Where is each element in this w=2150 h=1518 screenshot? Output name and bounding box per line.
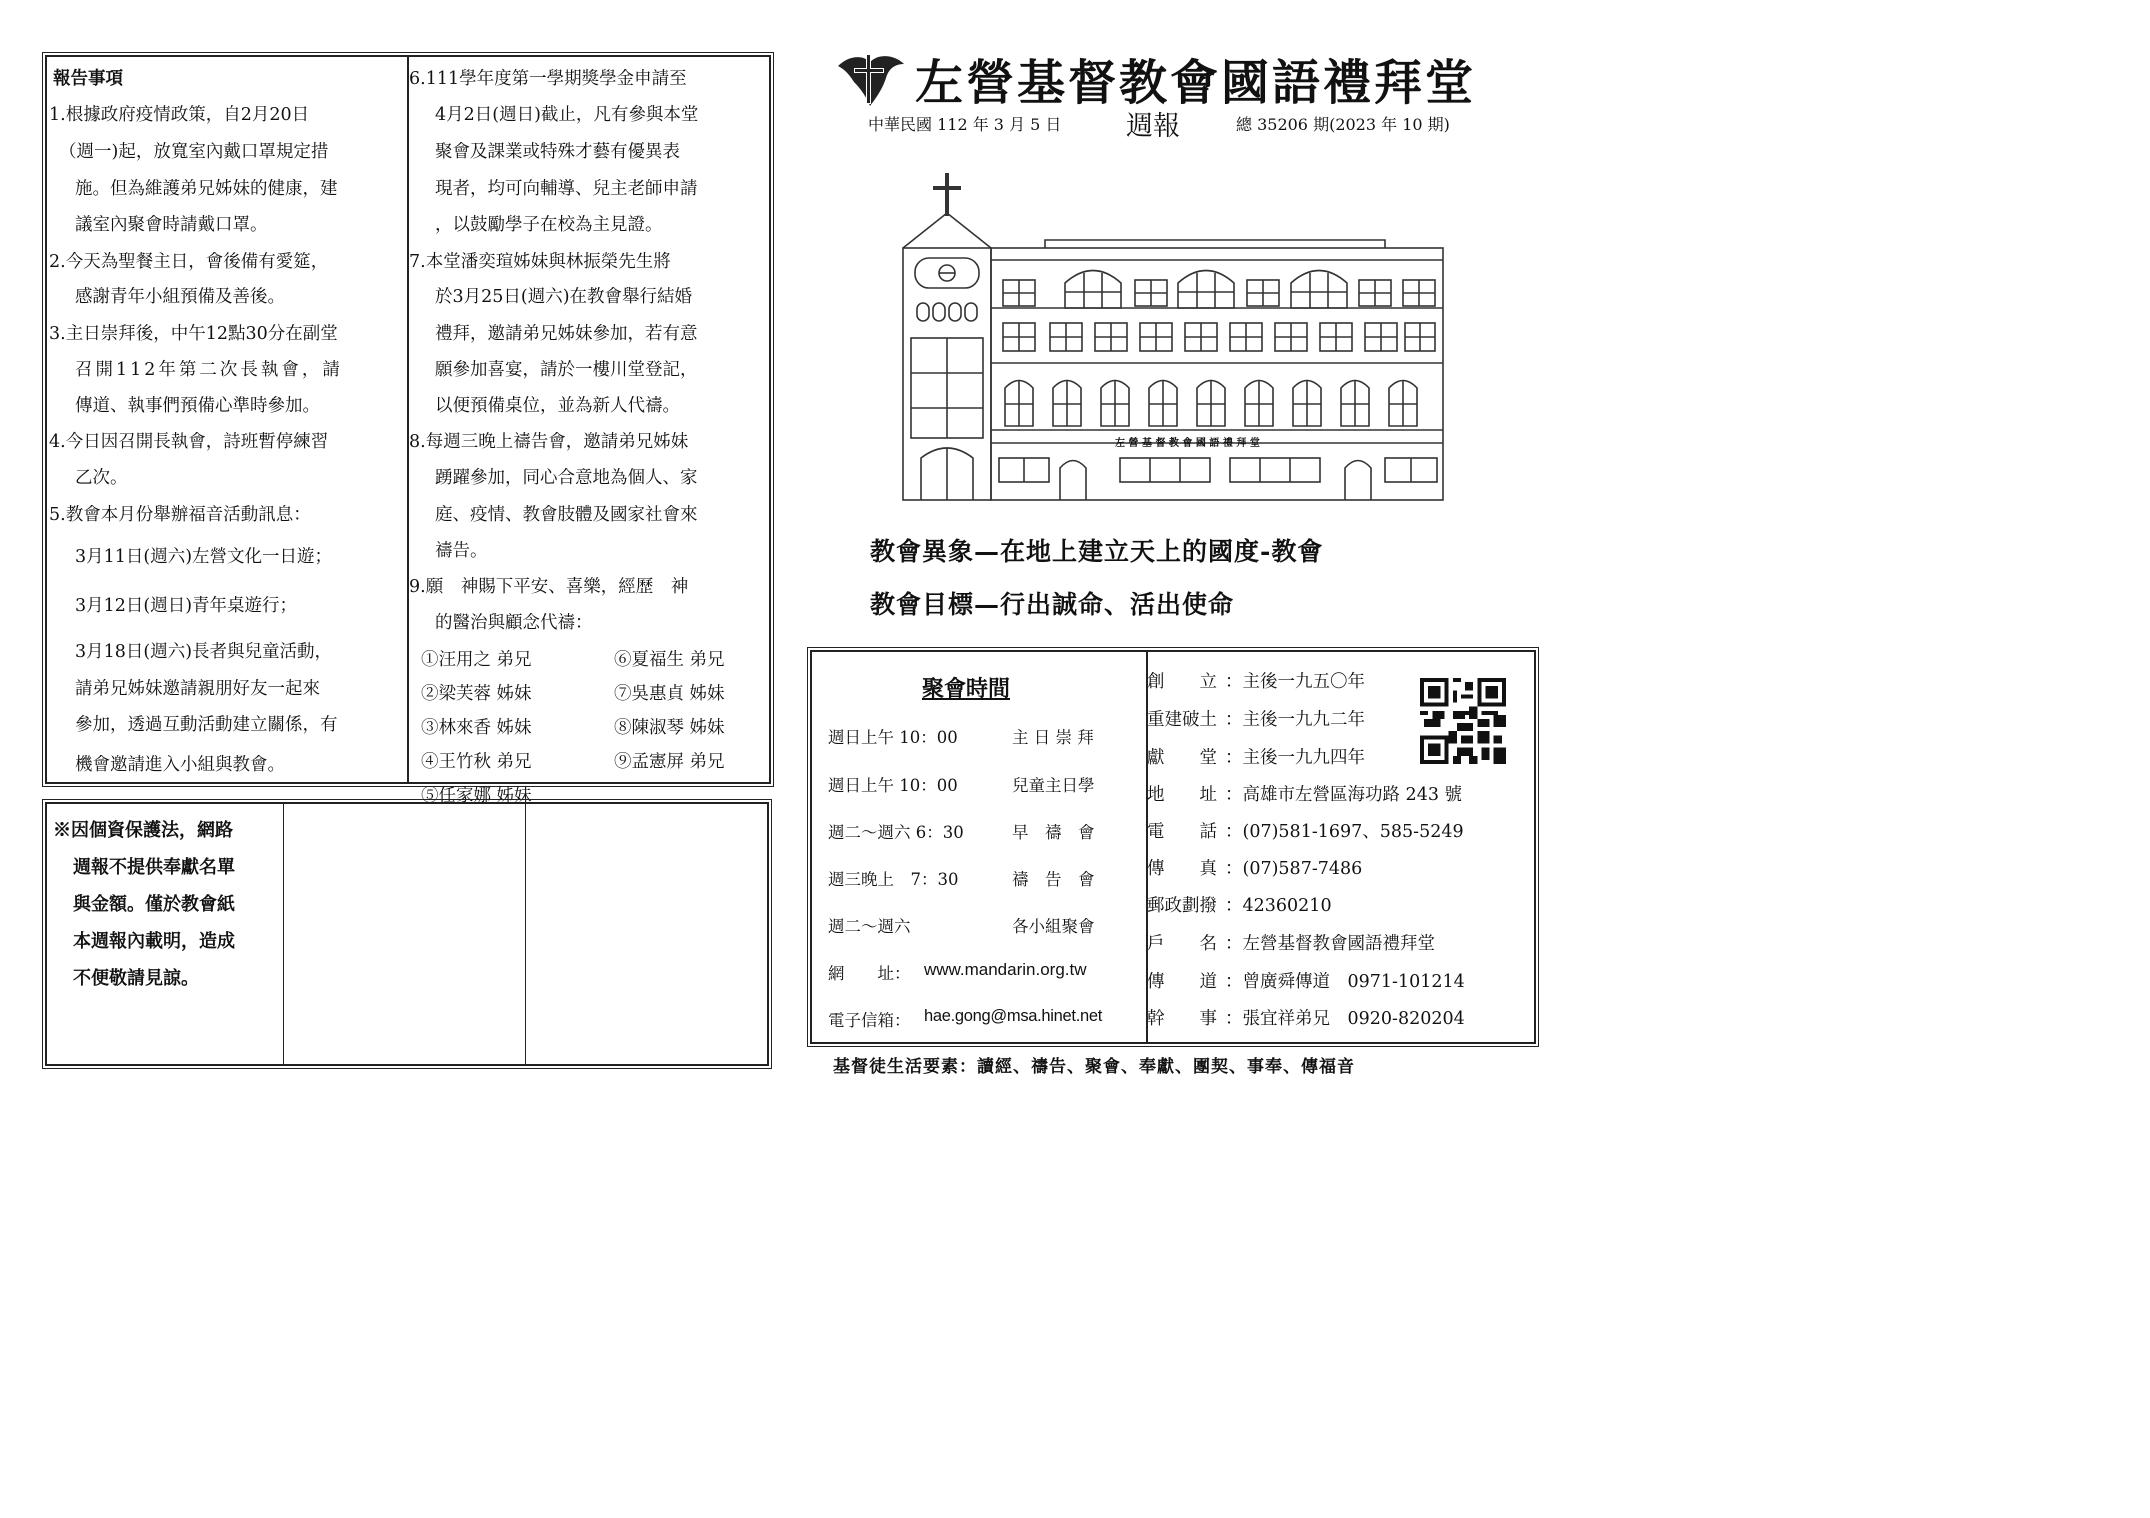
meeting-time: 週日上午 10：00	[828, 728, 958, 747]
meeting-name: 禱 告 會	[1012, 870, 1095, 889]
prayer-name: ⑦吳惠貞 姊妹	[614, 684, 725, 704]
email-label: 電子信箱：	[828, 1011, 911, 1030]
table-divider	[283, 804, 284, 1064]
prayer-name: ⑨孟憲屏 弟兄	[614, 752, 725, 772]
church-building-illustration	[895, 168, 1457, 503]
info-label: 傳 真	[1147, 859, 1217, 879]
announcements-right-column	[409, 57, 769, 806]
meeting-name: 各小組聚會	[1012, 917, 1095, 936]
announcement-line: 召開112年第二次長執會，請	[75, 360, 343, 380]
announcement-line: 8.每週三晚上禱告會，邀請弟兄姊妹	[409, 432, 689, 452]
info-label: 重建破土	[1147, 710, 1217, 730]
announcement-line: 傳道、執事們預備心準時參加。	[75, 396, 320, 416]
website-link[interactable]: www.mandarin.org.tw	[924, 960, 1087, 979]
church-title: 左營基督教會國語禮拜堂	[915, 55, 1477, 111]
info-label: 創 立	[1147, 672, 1217, 692]
announcement-line: 現者，均可向輔導、兒主老師申請	[435, 179, 698, 199]
privacy-notice	[53, 812, 281, 997]
bulletin-label: 週報	[1126, 111, 1180, 142]
meeting-name: 兒童主日學	[1012, 776, 1095, 795]
announcement-line: 感謝青年小組預備及善後。	[75, 287, 285, 307]
table-divider	[525, 804, 526, 1064]
announcement-line: 聚會及課業或特殊才藝有優異表	[435, 142, 680, 162]
meeting-time: 週日上午 10：00	[828, 776, 958, 795]
announcement-line: 9.願 神賜下平安、喜樂，經歷 神	[409, 577, 689, 597]
announcement-line: 願參加喜宴，請於一樓川堂登記，	[435, 360, 698, 380]
info-value: ：(07)587-7486	[1225, 859, 1363, 879]
privacy-line: 週報不提供奉獻名單	[73, 857, 235, 878]
announcement-line: 6.111學年度第一學期獎學金申請至	[409, 69, 687, 89]
bulletin-date: 中華民國 112 年 3 月 5 日	[868, 115, 1062, 134]
website-label: 網 址：	[828, 964, 911, 983]
info-label: 傳 道	[1147, 972, 1217, 992]
prayer-name: ①汪用之 弟兄	[421, 650, 532, 670]
info-value: ：(07)581-1697、585-5249	[1225, 822, 1464, 842]
motto-rule	[810, 1042, 1534, 1044]
info-label: 獻 堂	[1147, 748, 1217, 768]
privacy-line: 本週報內載明，造成	[73, 931, 235, 952]
christian-life-motto: 基督徒生活要素：讀經、禱告、聚會、奉獻、團契、事奉、傳福音	[833, 1057, 1355, 1077]
announcement-line: 參加，透過互動活動建立關係，有	[75, 715, 338, 735]
announcement-line: 禮拜，邀請弟兄姊妹參加，若有意	[435, 324, 698, 344]
announcement-line: 於3月25日(週六)在教會舉行結婚	[435, 287, 693, 307]
prayer-name: ⑧陳淑琴 姊妹	[614, 718, 725, 738]
announcement-line: 踴躍參加，同心合意地為個人、家	[435, 468, 698, 488]
info-label: 郵政劃撥	[1147, 896, 1217, 916]
info-value: ：曾廣舜傳道 0971-101214	[1225, 972, 1465, 992]
meeting-name: 早 禱 會	[1012, 823, 1095, 842]
church-vision: 教會異象—在地上建立天上的國度-教會	[870, 537, 1324, 566]
info-value: ：主後一九五〇年	[1225, 672, 1365, 692]
announcements-box	[45, 55, 771, 806]
announcement-line: 2.今天為聖餐主日，會後備有愛筵，	[49, 252, 329, 272]
prayer-name: ③林來香 姊妹	[421, 718, 532, 738]
privacy-line: 與金額。僅於教會紙	[73, 894, 235, 915]
qr-code[interactable]	[1420, 678, 1506, 764]
church-info-box	[810, 650, 1536, 1044]
announcement-line: 1.根據政府疫情政策，自2月20日	[49, 105, 310, 125]
announcement-line: 施。但為維護弟兄姊妹的健康，建	[75, 179, 338, 199]
email-link[interactable]: hae.gong@msa.hinet.net	[924, 1007, 1103, 1025]
building-sign: 左 營 基 督 教 會 國 語 禮 拜 堂	[1115, 438, 1260, 449]
meeting-times	[812, 652, 1148, 1042]
announcement-line: 3月18日(週六)長者與兒童活動，	[75, 642, 333, 662]
bulletin-issue: 總 35206 期(2023 年 10 期)	[1236, 115, 1450, 134]
announcement-line: 3月11日(週六)左營文化一日遊；	[75, 547, 333, 567]
prayer-name: ④王竹秋 弟兄	[421, 752, 532, 772]
announcement-line: 4月2日(週日)截止，凡有參與本堂	[435, 105, 699, 125]
announcement-line: ，以鼓勵學子在校為主見證。	[435, 215, 663, 235]
prayer-name: ⑤任家娜 姊妹	[421, 786, 532, 806]
announcement-line: 請弟兄姊妹邀請親朋好友一起來	[75, 679, 320, 699]
info-value: ：左營基督教會國語禮拜堂	[1225, 934, 1435, 954]
announcement-line: 3月12日(週日)青年桌遊行；	[75, 596, 298, 616]
announcement-line: 3.主日崇拜後，中午12點30分在副堂	[49, 324, 338, 344]
privacy-line: ※因個資保護法，網路	[53, 820, 233, 841]
church-goal: 教會目標—行出誠命、活出使命	[870, 590, 1235, 619]
meeting-time: 週二～週六 6：30	[828, 823, 964, 842]
announcement-line: 機會邀請進入小組與教會。	[75, 755, 285, 775]
info-value: ：42360210	[1225, 896, 1332, 916]
announcements-heading: 報告事項	[53, 69, 123, 89]
church-logo	[836, 48, 906, 108]
info-label: 幹 事	[1147, 1009, 1217, 1029]
announcement-line: 乙次。	[75, 468, 128, 488]
info-value: ：張宜祥弟兄 0920-820204	[1225, 1009, 1465, 1029]
announcement-line: 議室內聚會時請戴口罩。	[75, 215, 268, 235]
announcement-line: （週一)起，放寬室內戴口罩規定措	[59, 142, 329, 162]
announcement-line: 以便預備桌位，並為新人代禱。	[435, 396, 680, 416]
meeting-heading: 聚會時間	[922, 676, 1011, 702]
announcement-line: 的醫治與顧念代禱：	[435, 613, 593, 633]
info-label: 戶 名	[1147, 934, 1217, 954]
info-value: ：高雄市左營區海功路 243 號	[1225, 785, 1463, 805]
info-label: 地 址	[1147, 785, 1217, 805]
meeting-time: 週三晚上 7：30	[828, 870, 959, 889]
info-value: ：主後一九九四年	[1225, 748, 1365, 768]
announcement-line: 庭、疫情、教會肢體及國家社會來	[435, 505, 698, 525]
announcements-left-column	[47, 57, 409, 782]
prayer-name: ②梁芙蓉 姊妹	[421, 684, 532, 704]
prayer-name: ⑥夏福生 弟兄	[614, 650, 725, 670]
privacy-line: 不便敬請見諒。	[73, 968, 199, 989]
offering-table	[45, 802, 769, 1066]
announcement-line: 禱告。	[435, 541, 488, 561]
announcement-line: 5.教會本月份舉辦福音活動訊息：	[49, 505, 311, 525]
announcement-line: 4.今日因召開長執會，詩班暫停練習	[49, 432, 329, 452]
info-label: 電 話	[1147, 822, 1217, 842]
meeting-name: 主 日 崇 拜	[1012, 728, 1094, 747]
meeting-time: 週二～週六	[828, 917, 911, 936]
announcement-line: 7.本堂潘奕瑄姊妹與林振榮先生將	[409, 252, 671, 272]
info-value: ：主後一九九二年	[1225, 710, 1365, 730]
